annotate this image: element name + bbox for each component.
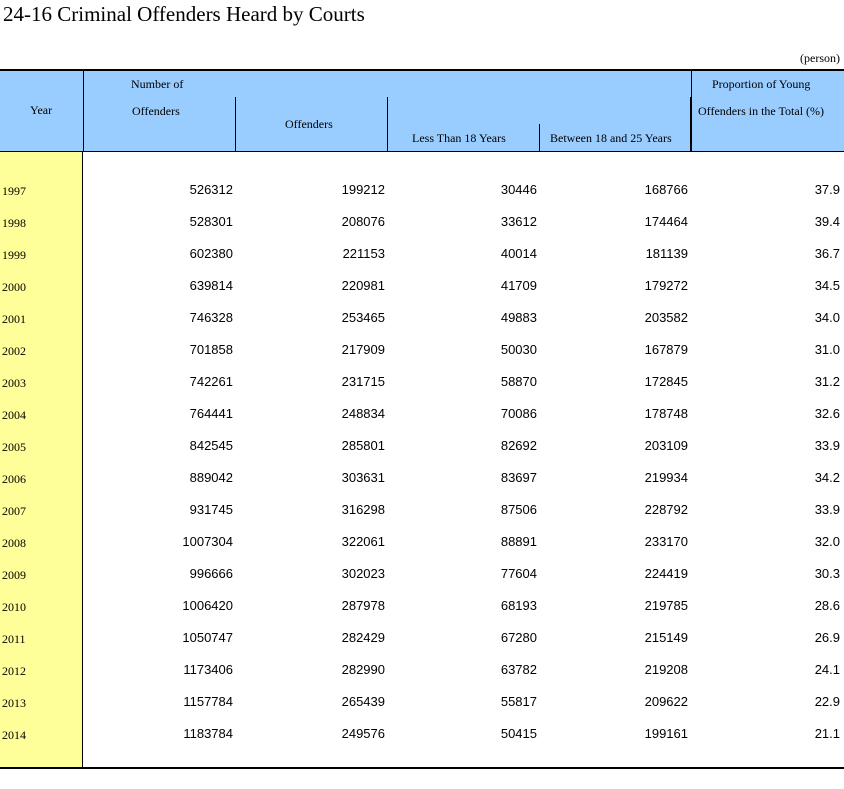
cell-total: 1006420 bbox=[182, 598, 233, 613]
cell-age18_25: 172845 bbox=[644, 374, 688, 389]
table-row bbox=[0, 430, 844, 462]
cell-prop: 31.2 bbox=[814, 374, 840, 389]
cell-total: 1157784 bbox=[183, 694, 233, 709]
header-year: Year bbox=[30, 103, 53, 117]
cell-under18: 77604 bbox=[500, 566, 537, 581]
header-proportion-line1: Proportion of Young bbox=[712, 77, 811, 91]
cell-age18_25: 174464 bbox=[644, 214, 688, 229]
cell-young: 302023 bbox=[341, 566, 385, 581]
cell-under18: 87506 bbox=[500, 502, 537, 517]
row-year: 2007 bbox=[2, 504, 26, 518]
cell-young: 265439 bbox=[341, 694, 385, 709]
header-offenders: Offenders bbox=[285, 117, 333, 131]
cell-prop: 36.7 bbox=[814, 246, 840, 261]
row-year: 2002 bbox=[2, 344, 26, 358]
cell-under18: 83697 bbox=[500, 470, 537, 485]
cell-under18: 58870 bbox=[500, 374, 537, 389]
cell-young: 217909 bbox=[341, 342, 385, 357]
table-row bbox=[0, 622, 844, 654]
cell-young: 282990 bbox=[341, 662, 385, 677]
cell-young: 285801 bbox=[341, 438, 385, 453]
page-title: 24-16 Criminal Offenders Heard by Courts bbox=[3, 2, 365, 26]
table-row bbox=[0, 494, 844, 526]
header-between: Between 18 and 25 Years bbox=[550, 131, 672, 145]
cell-prop: 34.2 bbox=[814, 470, 840, 485]
row-year: 2004 bbox=[2, 408, 26, 422]
cell-under18: 40014 bbox=[500, 246, 537, 261]
table-row bbox=[0, 398, 844, 430]
cell-young: 199212 bbox=[341, 182, 385, 197]
cell-age18_25: 209622 bbox=[644, 694, 688, 709]
cell-under18: 67280 bbox=[500, 630, 537, 645]
cell-prop: 34.5 bbox=[814, 278, 840, 293]
cell-young: 322061 bbox=[341, 534, 385, 549]
cell-under18: 88891 bbox=[500, 534, 537, 549]
cell-prop: 37.9 bbox=[814, 182, 840, 197]
bottom-rule bbox=[0, 767, 844, 769]
cell-age18_25: 203582 bbox=[644, 310, 688, 325]
cell-total: 742261 bbox=[189, 374, 233, 389]
cell-young: 249576 bbox=[341, 726, 385, 741]
cell-prop: 33.9 bbox=[814, 438, 840, 453]
cell-young: 282429 bbox=[341, 630, 385, 645]
cell-age18_25: 219208 bbox=[644, 662, 688, 677]
cell-age18_25: 215149 bbox=[644, 630, 688, 645]
cell-under18: 33612 bbox=[500, 214, 537, 229]
cell-total: 701858 bbox=[189, 342, 233, 357]
cell-under18: 82692 bbox=[500, 438, 537, 453]
row-year: 1999 bbox=[2, 248, 26, 262]
cell-total: 1173406 bbox=[183, 662, 233, 677]
cell-total: 931745 bbox=[189, 502, 233, 517]
cell-age18_25: 178748 bbox=[644, 406, 688, 421]
cell-prop: 22.9 bbox=[814, 694, 840, 709]
cell-age18_25: 181139 bbox=[645, 246, 688, 261]
cell-prop: 21.1 bbox=[814, 726, 840, 741]
cell-total: 746328 bbox=[189, 310, 233, 325]
cell-total: 526312 bbox=[189, 182, 233, 197]
cell-age18_25: 203109 bbox=[644, 438, 688, 453]
cell-prop: 30.3 bbox=[814, 566, 840, 581]
cell-age18_25: 228792 bbox=[644, 502, 688, 517]
row-year: 2006 bbox=[2, 472, 26, 486]
cell-total: 764441 bbox=[189, 406, 233, 421]
cell-young: 248834 bbox=[341, 406, 385, 421]
table-row bbox=[0, 238, 844, 270]
cell-under18: 55817 bbox=[500, 694, 537, 709]
row-year: 2008 bbox=[2, 536, 26, 550]
cell-under18: 68193 bbox=[500, 598, 537, 613]
cell-total: 842545 bbox=[189, 438, 233, 453]
cell-prop: 28.6 bbox=[814, 598, 840, 613]
cell-age18_25: 219934 bbox=[644, 470, 688, 485]
cell-young: 253465 bbox=[341, 310, 385, 325]
table-row bbox=[0, 206, 844, 238]
top-rule bbox=[0, 69, 844, 71]
row-year: 2014 bbox=[2, 728, 26, 742]
cell-under18: 70086 bbox=[500, 406, 537, 421]
table-row bbox=[0, 686, 844, 718]
row-year: 2009 bbox=[2, 568, 26, 582]
cell-under18: 50415 bbox=[500, 726, 537, 741]
cell-total: 1183784 bbox=[183, 726, 233, 741]
header-subgroup-cell bbox=[388, 97, 691, 125]
row-year: 1998 bbox=[2, 216, 26, 230]
row-year: 2011 bbox=[2, 632, 26, 646]
cell-young: 231715 bbox=[341, 374, 385, 389]
cell-age18_25: 224419 bbox=[644, 566, 688, 581]
cell-total: 602380 bbox=[189, 246, 233, 261]
cell-young: 220981 bbox=[341, 278, 385, 293]
table-row bbox=[0, 526, 844, 558]
row-year: 2005 bbox=[2, 440, 26, 454]
cell-young: 303631 bbox=[341, 470, 385, 485]
cell-under18: 49883 bbox=[500, 310, 537, 325]
cell-young: 208076 bbox=[341, 214, 385, 229]
table-row bbox=[0, 718, 844, 750]
cell-total: 1050747 bbox=[182, 630, 233, 645]
cell-age18_25: 233170 bbox=[644, 534, 688, 549]
cell-prop: 39.4 bbox=[814, 214, 840, 229]
cell-total: 996666 bbox=[189, 566, 233, 581]
cell-age18_25: 167879 bbox=[644, 342, 688, 357]
header-less18: Less Than 18 Years bbox=[412, 131, 506, 145]
row-year: 2013 bbox=[2, 696, 26, 710]
cell-total: 639814 bbox=[189, 278, 233, 293]
cell-prop: 31.0 bbox=[814, 342, 840, 357]
cell-age18_25: 199161 bbox=[644, 726, 688, 741]
cell-age18_25: 179272 bbox=[644, 278, 688, 293]
cell-age18_25: 219785 bbox=[644, 598, 688, 613]
table-row bbox=[0, 270, 844, 302]
row-year: 2000 bbox=[2, 280, 26, 294]
table-row bbox=[0, 302, 844, 334]
row-year: 1997 bbox=[2, 184, 26, 198]
cell-prop: 26.9 bbox=[814, 630, 840, 645]
header-number-line1: Number of bbox=[131, 77, 184, 91]
table-row bbox=[0, 174, 844, 206]
unit-label: (person) bbox=[800, 51, 840, 65]
cell-total: 889042 bbox=[189, 470, 233, 485]
cell-total: 528301 bbox=[189, 214, 233, 229]
table-row bbox=[0, 462, 844, 494]
cell-prop: 32.0 bbox=[814, 534, 840, 549]
row-year: 2001 bbox=[2, 312, 26, 326]
table-row bbox=[0, 590, 844, 622]
cell-under18: 30446 bbox=[500, 182, 537, 197]
cell-under18: 50030 bbox=[500, 342, 537, 357]
cell-young: 221153 bbox=[342, 246, 385, 261]
cell-age18_25: 168766 bbox=[644, 182, 688, 197]
cell-young: 287978 bbox=[341, 598, 385, 613]
table-row bbox=[0, 366, 844, 398]
cell-prop: 33.9 bbox=[814, 502, 840, 517]
cell-prop: 34.0 bbox=[814, 310, 840, 325]
cell-under18: 41709 bbox=[500, 278, 537, 293]
header-number-line2: Offenders bbox=[132, 104, 180, 118]
cell-total: 1007304 bbox=[182, 534, 233, 549]
row-year: 2012 bbox=[2, 664, 26, 678]
row-year: 2010 bbox=[2, 600, 26, 614]
table-row bbox=[0, 334, 844, 366]
cell-under18: 63782 bbox=[500, 662, 537, 677]
cell-prop: 24.1 bbox=[814, 662, 840, 677]
row-year: 2003 bbox=[2, 376, 26, 390]
header-proportion-line2: Offenders in the Total (%) bbox=[698, 104, 825, 118]
table-row bbox=[0, 654, 844, 686]
cell-prop: 32.6 bbox=[814, 406, 840, 421]
table-row bbox=[0, 558, 844, 590]
cell-young: 316298 bbox=[341, 502, 385, 517]
